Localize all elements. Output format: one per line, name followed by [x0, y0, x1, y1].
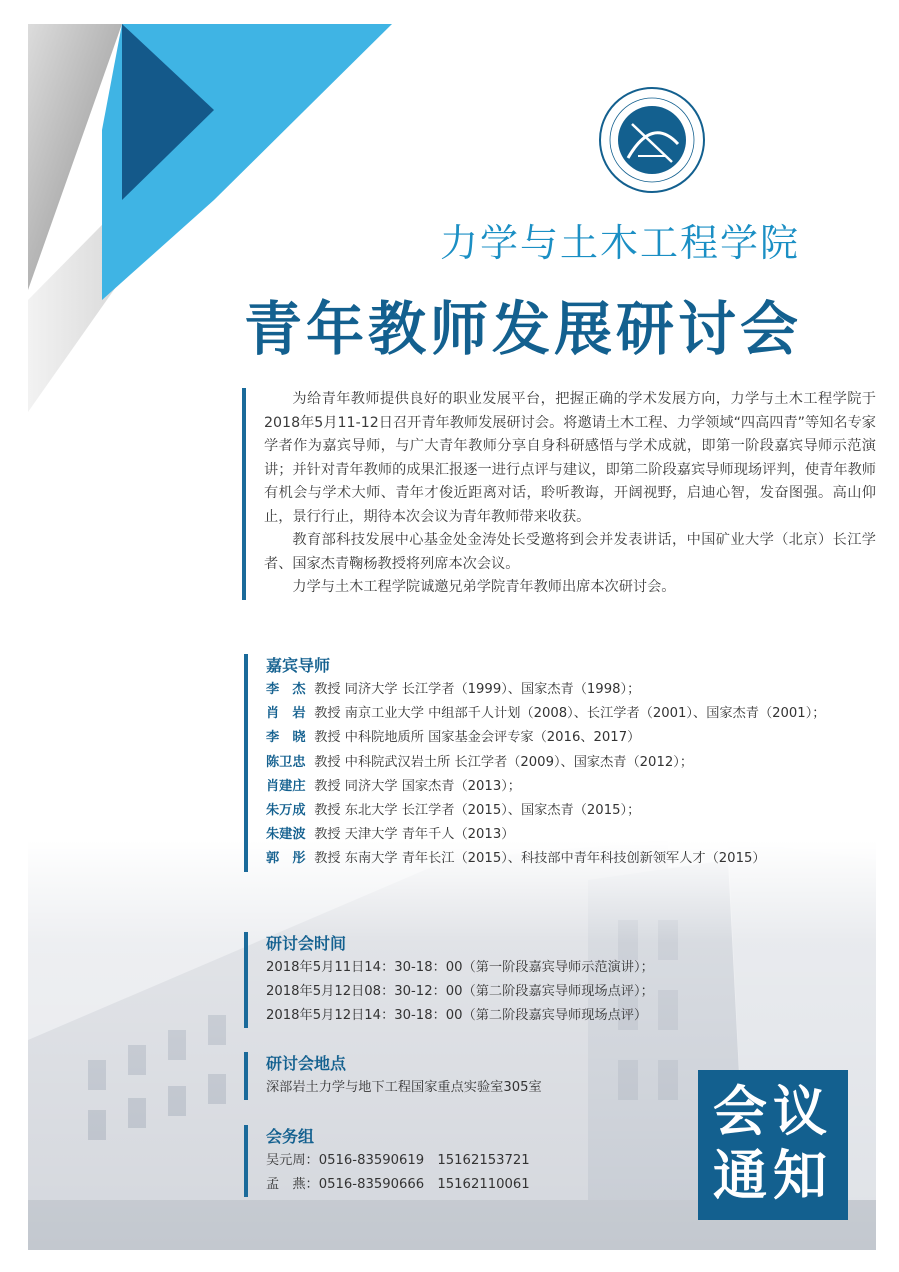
mentor-desc: 教授 南京工业大学 中组部千人计划（2008）、长江学者（2001）、国家杰青（2001）；	[314, 706, 826, 722]
intro-paragraph: 教育部科技发展中心基金处金涛处长受邀将到会并发表讲话，中国矿业大学（北京）长江学者、国家杰青鞠杨教授将列席本次会议。	[264, 532, 876, 572]
mentor-desc: 教授 同济大学 长江学者（1999）、国家杰青（1998）；	[314, 682, 641, 697]
mentor-name: 肖 岩	[266, 706, 306, 722]
mentor-name: 朱建波	[266, 827, 306, 843]
time-item: 2018年5月11日14：30-18：00（第一阶段嘉宾导师示范演讲）；	[266, 960, 654, 975]
mentor-item	[266, 823, 886, 847]
mentor-item	[266, 702, 886, 726]
mentor-desc: 教授 东北大学 长江学者（2015）、国家杰青（2015）；	[314, 803, 641, 819]
place-title: 研讨会地点	[266, 1054, 347, 1073]
mentor-item	[266, 678, 886, 702]
intro-paragraph: 为给青年教师提供良好的职业发展平台，把握正确的学术发展方向，力学与土木工程学院于2018年5月11-12日召开青年教师发展研讨会。将邀请土木工程、力学领域“四高四青”等知名专家学者作为嘉宾导师，与广大青年教师分享自身科研感悟与学术成就，即第一阶段嘉宾导师示范演讲；并针对青年教师的成果汇报逐一进行点评与建议，即第二阶段嘉宾导师现场评判，使青年教师有机会与学术大师、青年才俊近距离对话，聆听教诲，开阔视野，启迪心智，发奋图强。高山仰止，景行行止，期待本次会议为青年教师带来收获。	[264, 391, 876, 525]
staff-title: 会务组	[266, 1127, 315, 1146]
staff-item: 孟 燕：0516-83590666 15162110061	[266, 1177, 530, 1192]
mentor-name: 李 杰	[266, 682, 306, 697]
time-item: 2018年5月12日08：30-12：00（第二阶段嘉宾导师现场点评）；	[266, 984, 654, 999]
mentor-name: 李 晓	[266, 730, 306, 746]
mentor-item	[266, 726, 886, 750]
time-title: 研讨会时间	[266, 934, 347, 953]
org-title: 力学与土木工程学院	[440, 221, 801, 265]
mentor-desc: 教授 同济大学 国家杰青（2013）；	[314, 778, 521, 794]
mentor-name: 郭 彤	[266, 851, 306, 867]
mentor-item	[266, 751, 886, 775]
mentor-item	[266, 775, 886, 799]
mentor-item	[266, 799, 886, 823]
school-emblem-logo	[598, 86, 706, 194]
time-section	[244, 932, 786, 1028]
notice-line2: 通知	[713, 1144, 833, 1207]
mentor-desc: 教授 东南大学 青年长江（2015）、科技部中青年科技创新领军人才（2015）	[314, 851, 766, 867]
mentors-title: 嘉宾导师	[266, 656, 331, 675]
notice-line1: 会议	[713, 1080, 833, 1143]
mentors-section	[244, 654, 886, 872]
intro-section	[242, 388, 876, 600]
mentor-item	[266, 847, 886, 871]
time-item: 2018年5月12日14：30-18：00（第二阶段嘉宾导师现场点评）	[266, 1008, 648, 1023]
mentor-desc: 教授 中科院武汉岩土所 长江学者（2009）、国家杰青（2012）；	[314, 754, 694, 770]
mentor-desc: 教授 天津大学 青年千人（2013）	[314, 827, 515, 843]
intro-paragraph: 力学与土木工程学院诚邀兄弟学院青年教师出席本次研讨会。	[292, 579, 676, 595]
place-value: 深部岩土力学与地下工程国家重点实验室305室	[266, 1080, 542, 1095]
mentor-name: 朱万成	[266, 803, 306, 819]
mentor-name: 肖建庄	[266, 778, 306, 794]
staff-item: 吴元周：0516-83590619 15162153721	[266, 1153, 530, 1168]
mentor-name: 陈卫忠	[266, 754, 306, 770]
main-title: 青年教师发展研讨会	[244, 295, 803, 363]
mentor-desc: 教授 中科院地质所 国家基金会评专家（2016、2017）	[314, 730, 641, 746]
meeting-notice-badge	[698, 1070, 848, 1220]
